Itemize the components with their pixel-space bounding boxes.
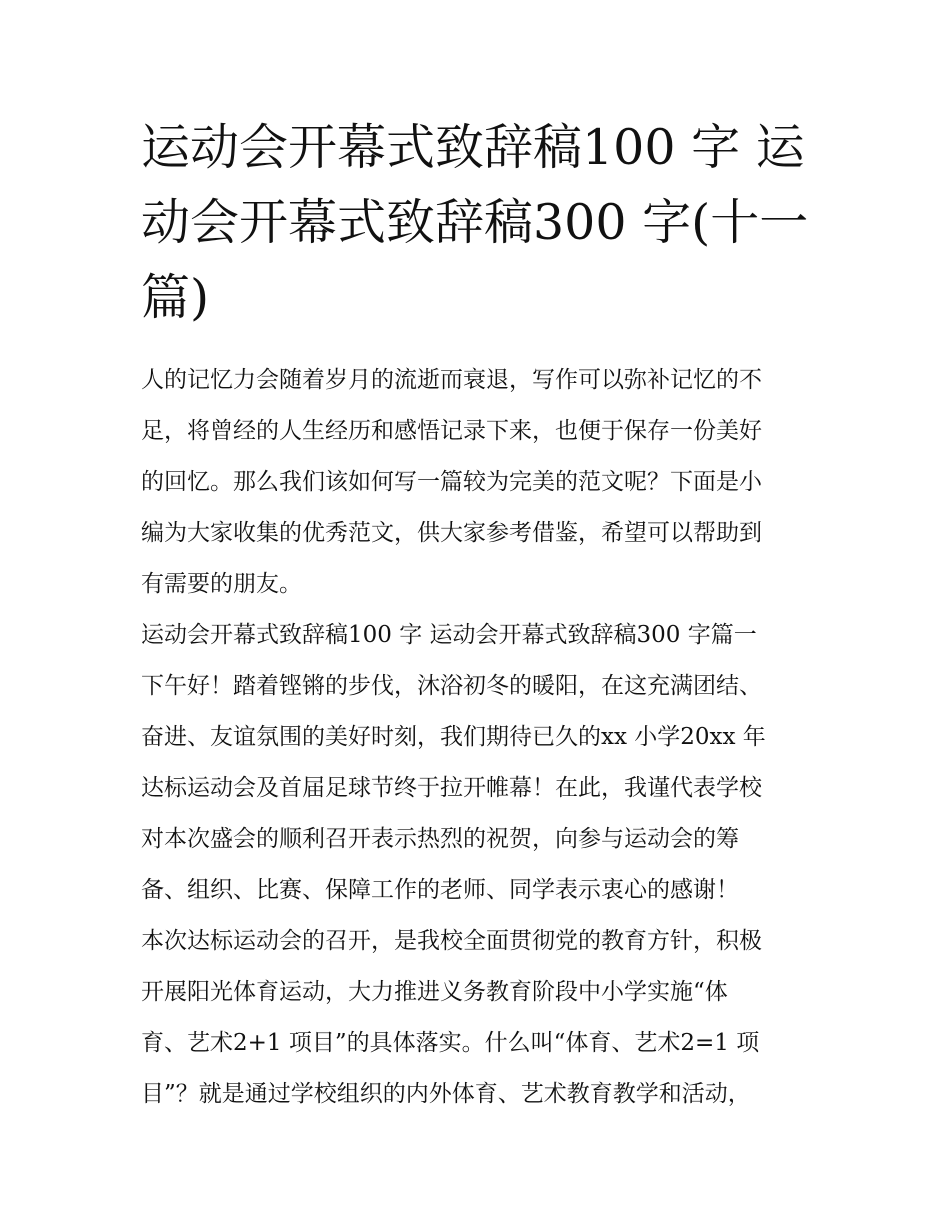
body-line: 育、艺术2+1 项目”的具体落实。什么叫“体育、艺术2=1 项 bbox=[141, 1030, 760, 1056]
document-body bbox=[141, 355, 831, 1120]
body-line: 足，将曾经的人生经历和感悟记录下来，也便于保存一份美好 bbox=[141, 418, 762, 444]
body-line: 人的记忆力会随着岁月的流逝而衰退，写作可以弥补记忆的不 bbox=[141, 367, 762, 393]
body-line: 开展阳光体育运动，大力推进义务教育阶段中小学实施“体 bbox=[141, 979, 728, 1005]
body-line: 下午好！踏着铿锵的步伐，沐浴初冬的暖阳，在这充满团结、 bbox=[141, 673, 762, 699]
body-line: 有需要的朋友。 bbox=[141, 571, 302, 597]
body-line: 目”？就是通过学校组织的内外体育、艺术教育教学和活动， bbox=[141, 1081, 751, 1107]
title-line: 运动会开幕式致辞稿100 字 运 bbox=[141, 119, 805, 176]
title-line: 篇) bbox=[141, 269, 210, 326]
body-line: 的回忆。那么我们该如何写一篇较为完美的范文呢？下面是小 bbox=[141, 469, 762, 495]
body-line: 奋进、友谊氛围的美好时刻，我们期待已久的xx 小学20xx 年 bbox=[141, 724, 766, 750]
body-line: 编为大家收集的优秀范文，供大家参考借鉴，希望可以帮助到 bbox=[141, 520, 762, 546]
title-line: 动会开幕式致辞稿300 字(十一 bbox=[141, 194, 809, 251]
document-title bbox=[141, 110, 821, 335]
section-heading-line: 运动会开幕式致辞稿100 字 运动会开幕式致辞稿300 字篇一 bbox=[141, 622, 757, 648]
body-line: 达标运动会及首届足球节终于拉开帷幕！在此，我谨代表学校 bbox=[141, 775, 762, 801]
body-line: 对本次盛会的顺利召开表示热烈的祝贺，向参与运动会的筹 bbox=[141, 826, 739, 852]
body-line: 备、组织、比赛、保障工作的老师、同学表示衷心的感谢！ bbox=[141, 877, 739, 903]
body-line: 本次达标运动会的召开，是我校全面贯彻党的教育方针，积极 bbox=[141, 928, 762, 954]
